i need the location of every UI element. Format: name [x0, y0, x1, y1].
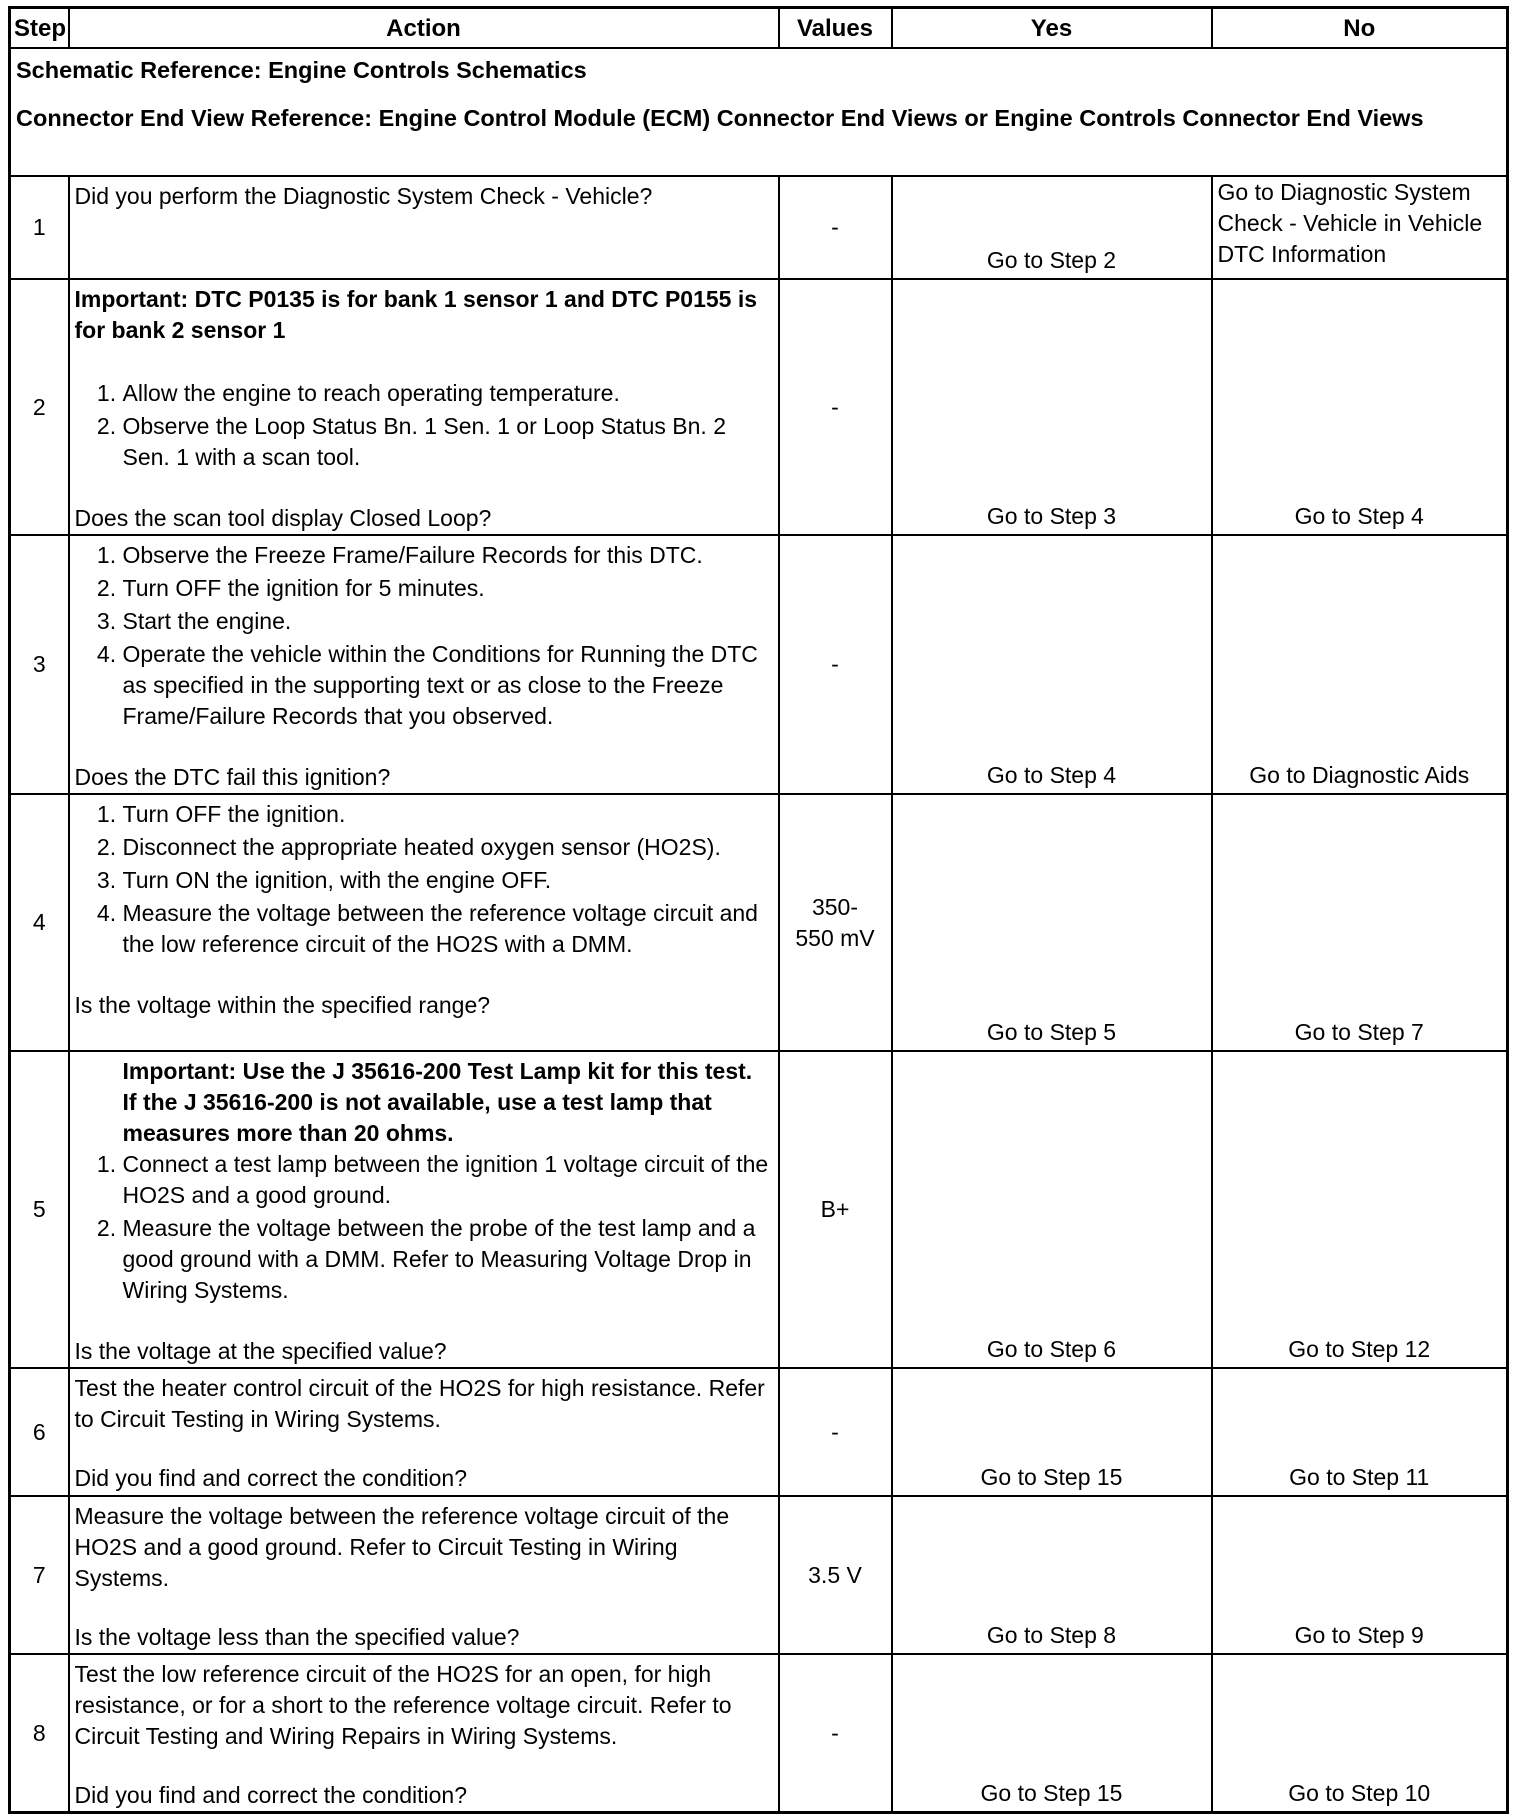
step-number: 4 [10, 794, 69, 1051]
step-number: 2 [10, 279, 69, 535]
list-item: 3. Start the engine. [123, 606, 773, 637]
list-item: 2. Disconnect the appropriate heated oxygen sensor (HO2S). [123, 832, 773, 863]
header-yes: Yes [892, 8, 1212, 49]
header-values: Values [779, 8, 892, 49]
yes-link[interactable]: Go to Step 8 [892, 1496, 1212, 1654]
step-number: 1 [10, 176, 69, 279]
table-row [10, 1654, 1508, 1813]
no-link[interactable]: Go to Step 12 [1212, 1051, 1508, 1368]
question-text: Did you find and correct the condition? [74, 1465, 468, 1491]
no-link[interactable]: Go to Step 9 [1212, 1496, 1508, 1654]
list-item: 1. Observe the Freeze Frame/Failure Records for this DTC. [123, 540, 773, 571]
step-number: 6 [10, 1368, 69, 1496]
yes-link[interactable]: Go to Step 15 [892, 1368, 1212, 1496]
action-list [75, 1149, 773, 1306]
value-cell: - [779, 1368, 892, 1496]
list-item: 1. Connect a test lamp between the ignition 1 voltage circuit of the HO2S and a good ground. [123, 1149, 773, 1211]
step-number: 3 [10, 535, 69, 794]
action-cell [69, 176, 779, 279]
header-no: No [1212, 8, 1508, 49]
value-cell: - [779, 279, 892, 535]
no-link[interactable]: Go to Step 7 [1212, 794, 1508, 1051]
table-row [10, 1051, 1508, 1368]
no-link[interactable]: Go to Step 11 [1212, 1368, 1508, 1496]
yes-link[interactable]: Go to Step 5 [892, 794, 1212, 1051]
important-note: Important: DTC P0135 is for bank 1 sensor 1 and DTC P0155 is for bank 2 sensor 1 [74, 286, 758, 343]
action-cell [69, 1496, 779, 1654]
yes-link[interactable]: Go to Step 2 [892, 176, 1212, 279]
action-text: Test the low reference circuit of the HO2S for an open, for high resistance, or for a short to the reference voltage circuit. Refer to Circuit Testing and Wiring Repairs in Wiring Systems. [74, 1661, 732, 1749]
question-text: Is the voltage less than the specified value? [74, 1624, 520, 1650]
value-cell: - [779, 1654, 892, 1813]
question-text: Does the scan tool display Closed Loop? [74, 505, 492, 531]
header-row [10, 8, 1508, 49]
list-item: 1. Turn OFF the ignition. [123, 799, 773, 830]
table-row [10, 1368, 1508, 1496]
step-number: 5 [10, 1051, 69, 1368]
action-cell [69, 1654, 779, 1813]
list-item: 1. Allow the engine to reach operating temperature. [123, 378, 773, 409]
action-text: Did you perform the Diagnostic System Check - Vehicle? [74, 183, 653, 209]
value-cell [779, 794, 892, 1051]
table-row [10, 279, 1508, 535]
action-list [75, 378, 773, 473]
action-list [75, 799, 773, 960]
action-cell [69, 535, 779, 794]
diagnostic-table [8, 6, 1509, 1814]
list-item: 2. Observe the Loop Status Bn. 1 Sen. 1 or Loop Status Bn. 2 Sen. 1 with a scan tool. [123, 411, 773, 473]
list-item: 3. Turn ON the ignition, with the engine OFF. [123, 865, 773, 896]
no-link[interactable]: Go to Step 10 [1212, 1654, 1508, 1813]
header-step: Step [10, 8, 69, 49]
question-text: Is the voltage at the specified value? [74, 1338, 447, 1364]
table-row [10, 1496, 1508, 1654]
schematic-reference: Schematic Reference: Engine Controls Schematics [16, 57, 587, 83]
question-text: Is the voltage within the specified range? [74, 992, 491, 1018]
yes-link[interactable]: Go to Step 4 [892, 535, 1212, 794]
yes-link[interactable]: Go to Step 15 [892, 1654, 1212, 1813]
connector-reference: Connector End View Reference: Engine Control Module (ECM) Connector End Views or Engine Controls Connector End Views [16, 105, 1424, 131]
action-cell [69, 1051, 779, 1368]
list-item: 2. Measure the voltage between the probe of the test lamp and a good ground with a DMM. Refer to Measuring Voltage Drop in Wiring Systems. [123, 1213, 773, 1306]
reference-row [10, 48, 1508, 176]
action-text: Measure the voltage between the reference voltage circuit of the HO2S and a good ground. Refer to Circuit Testing in Wiring Systems. [74, 1503, 730, 1591]
no-link[interactable]: Go to Diagnostic Aids [1212, 535, 1508, 794]
value-cell: 3.5 V [779, 1496, 892, 1654]
table-row [10, 535, 1508, 794]
list-item: 4. Operate the vehicle within the Conditions for Running the DTC as specified in the supporting text or as close to the Freeze Frame/Failure Records that you observed. [123, 639, 773, 732]
question-text: Did you find and correct the condition? [74, 1782, 468, 1808]
value-cell: B+ [779, 1051, 892, 1368]
step-number: 8 [10, 1654, 69, 1813]
value-cell: - [779, 535, 892, 794]
yes-link[interactable]: Go to Step 6 [892, 1051, 1212, 1368]
action-cell [69, 794, 779, 1051]
important-note: Important: Use the J 35616-200 Test Lamp kit for this test. If the J 35616-200 is not available, use a test lamp that measures more than 20 ohms. [122, 1058, 753, 1146]
action-list [75, 540, 773, 732]
no-link[interactable]: Go to Step 4 [1212, 279, 1508, 535]
question-text: Does the DTC fail this ignition? [74, 764, 391, 790]
reference-cell [10, 48, 1508, 176]
action-cell [69, 1368, 779, 1496]
diagnostic-table-container [8, 6, 1506, 1808]
value-text: 350-550 mV [795, 893, 875, 951]
list-item: 4. Measure the voltage between the reference voltage circuit and the low reference circuit of the HO2S with a DMM. [123, 898, 773, 960]
value-cell: - [779, 176, 892, 279]
table-row [10, 176, 1508, 279]
action-text: Test the heater control circuit of the HO2S for high resistance. Refer to Circuit Testing in Wiring Systems. [74, 1375, 765, 1432]
list-item: 2. Turn OFF the ignition for 5 minutes. [123, 573, 773, 604]
table-row [10, 794, 1508, 1051]
header-action: Action [69, 8, 779, 49]
yes-link[interactable]: Go to Step 3 [892, 279, 1212, 535]
action-cell [69, 279, 779, 535]
no-link[interactable]: Go to Diagnostic System Check - Vehicle in Vehicle DTC Information [1212, 176, 1508, 279]
step-number: 7 [10, 1496, 69, 1654]
